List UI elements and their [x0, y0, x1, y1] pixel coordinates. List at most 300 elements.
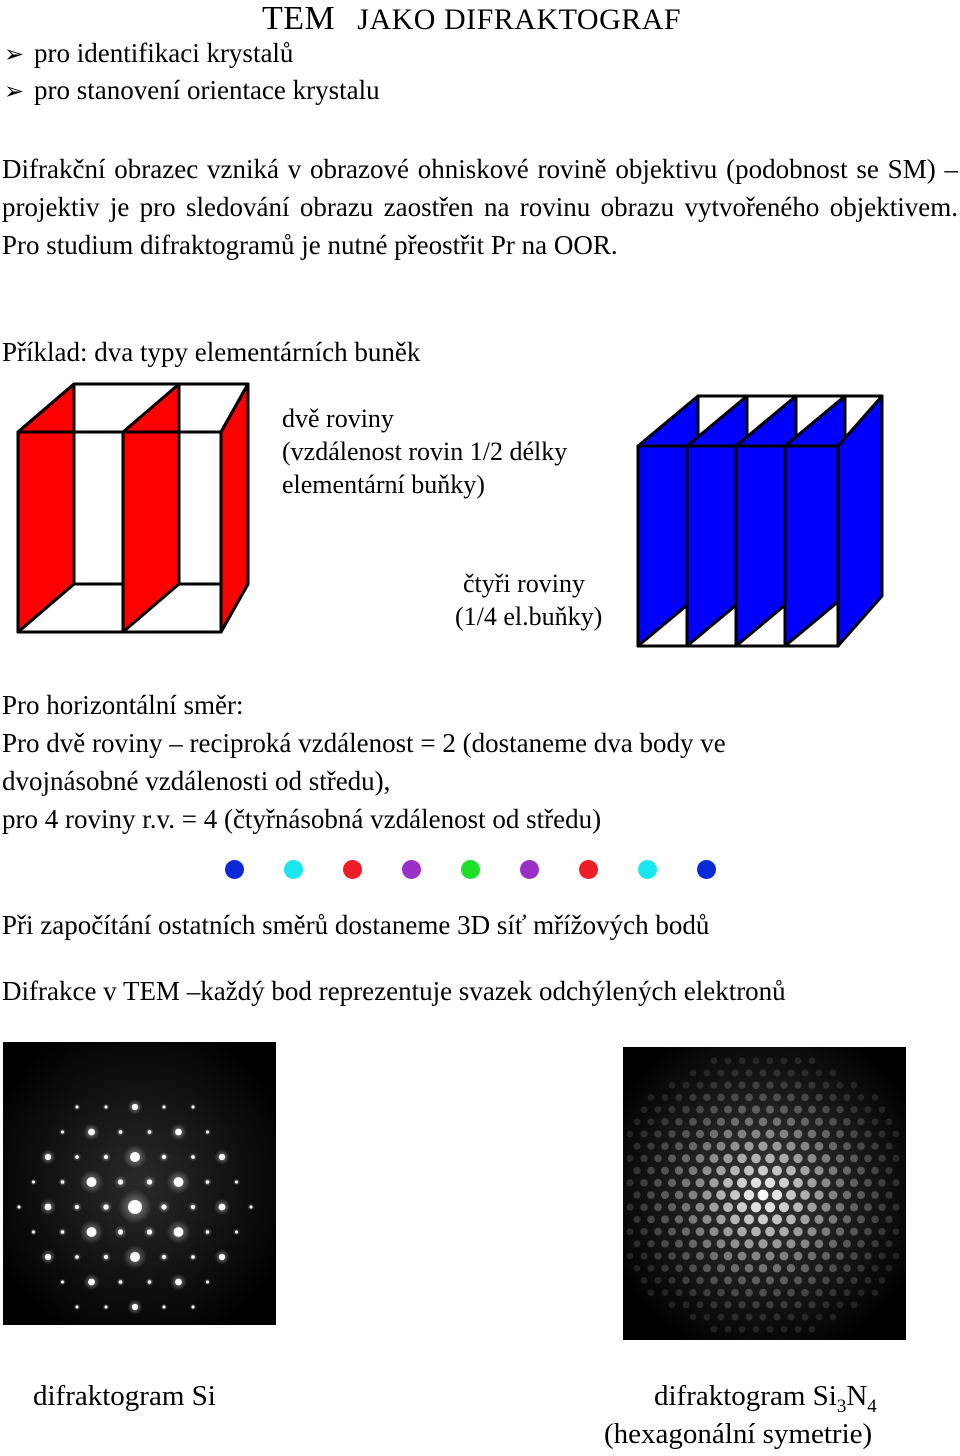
diffraction-spot: [192, 1306, 195, 1309]
diffraction-spot: [829, 1289, 836, 1296]
diffraction-spot: [758, 1239, 767, 1248]
diffraction-spot: [724, 1252, 733, 1261]
diffraction-spot: [654, 1252, 661, 1259]
diffraction-spot: [76, 1106, 79, 1109]
diffraction-spot: [857, 1167, 865, 1175]
diffraction-spot: [793, 1178, 803, 1188]
diffraction-spot: [836, 1277, 843, 1284]
diffraction-spot: [786, 1166, 796, 1176]
diffraction-spot: [858, 1094, 865, 1101]
diffraction-spot: [710, 1082, 717, 1089]
diffraction-spot: [730, 1190, 740, 1200]
diffraction-spot: [816, 1314, 823, 1321]
reciprocal-dot: [638, 860, 657, 879]
diffraction-spot: [61, 1230, 65, 1234]
diffraction-spot: [654, 1155, 662, 1163]
diffraction-spot: [641, 1253, 648, 1260]
diffraction-spot: [709, 1154, 718, 1163]
diffraction-spot: [119, 1130, 123, 1134]
reciprocal-dot: [402, 860, 421, 879]
diffraction-spot: [709, 1227, 718, 1236]
diffraction-spot: [850, 1252, 858, 1260]
diffraction-spot: [647, 1143, 654, 1150]
diffraction-spot: [668, 1203, 676, 1211]
diffraction-spot: [872, 1094, 879, 1101]
si-diffraction-image: [3, 1042, 276, 1325]
diffraction-spot: [766, 1081, 773, 1088]
diffraction-spot: [836, 1252, 844, 1260]
diffraction-spot: [851, 1301, 858, 1308]
blue-unit-cell-figure: [634, 392, 888, 650]
diffraction-spot: [647, 1240, 654, 1247]
diffraction-spot: [779, 1178, 789, 1188]
diffraction-spot: [745, 1069, 752, 1076]
diffraction-spot: [795, 1326, 802, 1333]
diffraction-spot: [191, 1155, 195, 1159]
diffraction-spot: [45, 1154, 51, 1160]
diffraction-spot: [801, 1094, 809, 1102]
diffraction-spot: [800, 1190, 810, 1200]
diffraction-spot: [807, 1227, 816, 1236]
diffraction-spot: [822, 1106, 830, 1114]
diffraction-spot: [696, 1154, 705, 1163]
diffraction-spot: [675, 1142, 683, 1150]
diffraction-spot: [744, 1214, 754, 1224]
diffraction-spot: [675, 1191, 683, 1199]
diffraction-spot: [717, 1094, 725, 1102]
diffraction-spot: [794, 1276, 802, 1284]
diffraction-spot: [857, 1240, 865, 1248]
diffraction-spot: [864, 1130, 871, 1137]
diffraction-spot: [739, 1057, 746, 1064]
diffraction-spot: [661, 1215, 669, 1223]
reciprocal-dot: [343, 860, 362, 879]
diffraction-spot: [829, 1240, 837, 1248]
diffraction-spot: [815, 1239, 824, 1248]
diffraction-spot: [697, 1082, 704, 1089]
diffraction-spot: [648, 1289, 655, 1296]
diffraction-spot: [648, 1265, 655, 1272]
diffraction-spot: [808, 1082, 815, 1089]
diffraction-spot: [745, 1264, 754, 1273]
diffraction-spot: [879, 1106, 886, 1113]
diffraction-spot: [752, 1252, 761, 1261]
diffraction-spot: [773, 1313, 780, 1320]
diffraction-spot: [850, 1228, 858, 1236]
diffraction-spot: [836, 1106, 843, 1113]
diffraction-spot: [717, 1264, 725, 1272]
diffraction-spot: [744, 1142, 753, 1151]
diffraction-spot: [744, 1166, 754, 1176]
diffraction-spot: [668, 1252, 676, 1260]
diffraction-spot: [837, 1082, 844, 1089]
diffraction-spot: [872, 1118, 879, 1125]
diffraction-spot: [640, 1155, 647, 1162]
diffraction-spot: [661, 1167, 669, 1175]
diffraction-spot: [731, 1289, 739, 1297]
diffraction-spot: [723, 1154, 732, 1163]
example-heading: Příklad: dva typy elementárních buněk: [2, 337, 421, 367]
diffraction-spot: [844, 1094, 851, 1101]
diffraction-spot: [871, 1240, 878, 1247]
diffraction-spot: [18, 1206, 21, 1209]
diffraction-spot: [235, 1181, 238, 1184]
diffraction-spot: [132, 1104, 138, 1110]
diffraction-spot: [850, 1277, 857, 1284]
diffraction-spot: [662, 1094, 669, 1101]
diffraction-spot: [696, 1106, 704, 1114]
si3n4-diffraction-image: [623, 1047, 906, 1340]
diffraction-spot: [772, 1190, 782, 1200]
diffraction-spot: [626, 1179, 633, 1186]
diffraction-spot: [738, 1082, 745, 1089]
diffraction-spot: [682, 1106, 689, 1113]
diffraction-spot: [732, 1070, 739, 1077]
caption-si3n4: difraktogram $Si_3N_4$: [654, 1380, 877, 1417]
diffraction-spot: [772, 1166, 782, 1176]
diffraction-spot: [821, 1178, 830, 1187]
diffraction-spot: [780, 1130, 789, 1139]
diffraction-spot: [730, 1142, 739, 1151]
diffraction-spot: [857, 1215, 865, 1223]
diffraction-spot: [689, 1215, 698, 1224]
diffraction-spot: [830, 1070, 837, 1077]
diffraction-spot: [815, 1142, 824, 1151]
diffraction-spot: [759, 1094, 767, 1102]
diffraction-spot: [752, 1276, 760, 1284]
title-tem: TEM: [262, 0, 336, 37]
diffraction-spot: [779, 1154, 789, 1164]
diffraction-spot: [801, 1289, 809, 1297]
diffraction-spot: [759, 1118, 768, 1127]
diffraction-spot: [702, 1190, 711, 1199]
diffraction-spot: [730, 1215, 740, 1225]
diffraction-spot: [872, 1289, 879, 1296]
diffraction-spot: [780, 1082, 787, 1089]
diffraction-spot: [683, 1082, 690, 1089]
diffraction-spot: [219, 1154, 225, 1160]
diffraction-spot: [850, 1203, 858, 1211]
diffraction-spot: [793, 1202, 803, 1212]
diffraction-spot: [765, 1154, 775, 1164]
diffraction-spot: [633, 1216, 640, 1223]
diffraction-spot: [872, 1265, 879, 1272]
diffraction-spot: [648, 1094, 655, 1101]
red-plane-left: [18, 384, 74, 632]
diffraction-spot: [654, 1179, 662, 1187]
diffraction-spot: [702, 1166, 711, 1175]
diffraction-spot: [794, 1082, 801, 1089]
diffraction-spot: [661, 1240, 669, 1248]
diffraction-spot: [162, 1155, 166, 1159]
diffraction-spot: [731, 1118, 739, 1126]
diffraction-spot: [675, 1264, 683, 1272]
diffraction-spot: [717, 1289, 725, 1297]
diffraction-spot: [206, 1281, 209, 1284]
diffraction-spot: [697, 1301, 704, 1308]
diffraction-spot: [780, 1106, 788, 1114]
diffraction-spot: [634, 1143, 641, 1150]
diffraction-spot: [886, 1118, 893, 1125]
diffraction-spot: [675, 1215, 683, 1223]
diffraction-spot: [794, 1301, 801, 1308]
diffraction-spot: [745, 1313, 752, 1320]
diffraction-spot: [808, 1276, 816, 1284]
diffraction-spot: [634, 1265, 641, 1272]
diffraction-spot: [61, 1281, 64, 1284]
diffraction-spot: [103, 1204, 108, 1209]
diffraction-spot: [814, 1215, 823, 1224]
diffraction-spot: [626, 1204, 633, 1211]
diffraction-spot: [75, 1255, 79, 1259]
page-title: [262, 0, 681, 38]
diffraction-spot: [654, 1130, 661, 1137]
diffraction-spot: [779, 1227, 789, 1237]
diffraction-spot: [717, 1118, 725, 1126]
diffraction-spot: [641, 1106, 648, 1113]
diffraction-spot: [801, 1264, 809, 1272]
diffraction-spot: [192, 1106, 195, 1109]
diffraction-spot: [716, 1190, 726, 1200]
diffraction-spot: [753, 1057, 760, 1064]
bullet-item: [4, 38, 293, 69]
diffraction-spot: [634, 1118, 641, 1125]
diffraction-spot: [716, 1166, 725, 1175]
diffraction-spot: [893, 1253, 900, 1260]
diffraction-spot: [879, 1277, 886, 1284]
diffraction-spot: [788, 1070, 795, 1077]
diffraction-spot: [654, 1203, 662, 1211]
diffraction-spot: [683, 1301, 690, 1308]
diffraction-spot: [730, 1239, 739, 1248]
diffraction-spot: [786, 1239, 795, 1248]
diffraction-spot: [675, 1166, 683, 1174]
diffraction-spot: [814, 1166, 823, 1175]
diffraction-spot: [878, 1155, 885, 1162]
diffraction-spot: [759, 1313, 766, 1320]
diffraction-spot: [864, 1252, 871, 1259]
diffraction-spot: [682, 1203, 691, 1212]
diffraction-spot: [850, 1154, 858, 1162]
horizontal-line: dvojnásobné vzdálenosti od středu),: [2, 766, 391, 796]
bullet-text: pro identifikaci krystalů: [34, 38, 294, 68]
diffraction-spot: [823, 1301, 830, 1308]
diffraction-spot: [857, 1191, 865, 1199]
diffraction-spot: [871, 1191, 879, 1199]
diffraction-spot: [808, 1130, 816, 1138]
diffraction-spot: [174, 1227, 184, 1237]
diffraction-spot: [800, 1215, 809, 1224]
diffraction-spot: [893, 1131, 900, 1138]
diffraction-spot: [738, 1252, 747, 1261]
diffraction-spot: [765, 1227, 775, 1237]
diffraction-spot: [682, 1154, 690, 1162]
diffraction-spot: [696, 1252, 704, 1260]
diffraction-spot: [175, 1129, 182, 1136]
red-unit-cell-figure: [14, 380, 254, 638]
diffraction-spot: [878, 1203, 885, 1210]
diffraction-spot: [206, 1230, 210, 1234]
diffraction-spot: [689, 1264, 697, 1272]
diffraction-spot: [174, 1177, 184, 1187]
diffraction-spot: [640, 1179, 647, 1186]
diffraction-spot: [676, 1094, 683, 1101]
diffraction-spot: [709, 1178, 718, 1187]
diffraction-spot: [655, 1277, 662, 1284]
diffraction-spot: [765, 1178, 775, 1188]
diffraction-spot: [772, 1142, 781, 1151]
diffraction-spot: [690, 1070, 697, 1077]
diffraction-spot: [627, 1253, 634, 1260]
diffraction-spot: [717, 1142, 726, 1151]
diffraction-spot: [773, 1094, 781, 1102]
diffraction-spot: [822, 1130, 830, 1138]
diffraction-spot: [822, 1252, 830, 1260]
diffraction-spot: [718, 1314, 725, 1321]
diffraction-spot: [772, 1214, 782, 1224]
diffraction-spot: [808, 1106, 816, 1114]
diffraction-spot: [788, 1314, 795, 1321]
diffraction-spot: [695, 1178, 704, 1187]
diffraction-spot: [809, 1326, 816, 1333]
diffraction-spot: [786, 1190, 796, 1200]
diffraction-spot: [802, 1070, 809, 1077]
diffraction-spot: [780, 1252, 789, 1261]
diffraction-spot: [773, 1118, 782, 1127]
reciprocal-dot: [225, 860, 244, 879]
diffraction-spot: [822, 1277, 830, 1285]
diffraction-spot: [661, 1118, 668, 1125]
diffraction-spot: [864, 1203, 872, 1211]
diffraction-spot: [76, 1306, 79, 1309]
diffraction-spot: [703, 1264, 711, 1272]
diffraction-spot: [717, 1239, 726, 1248]
diffraction-spot: [864, 1179, 872, 1187]
diffraction-spot: [147, 1179, 152, 1184]
diffraction-spot: [640, 1203, 647, 1210]
diffraction-spot: [61, 1131, 64, 1134]
diffraction-spot: [830, 1314, 837, 1321]
diffraction-spot: [163, 1106, 166, 1109]
diffraction-spot: [119, 1280, 123, 1284]
diffraction-spot: [793, 1154, 802, 1163]
diffraction-spot: [738, 1130, 747, 1139]
diffraction-spot: [766, 1301, 773, 1308]
diffraction-spot: [647, 1167, 655, 1175]
diffraction-spot: [689, 1142, 697, 1150]
diffraction-spot: [703, 1142, 712, 1151]
diffraction-spot: [696, 1227, 705, 1236]
diffraction-spot: [723, 1178, 733, 1188]
diffraction-spot: [822, 1227, 831, 1236]
diffraction-spot: [843, 1142, 851, 1150]
diffraction-spot: [836, 1203, 845, 1212]
diffraction-spot: [843, 1118, 851, 1126]
diffraction-spot: [668, 1277, 675, 1284]
diffraction-spot: [809, 1057, 816, 1064]
diffraction-spot: [786, 1142, 795, 1151]
diffraction-spot: [885, 1216, 892, 1223]
diffraction-spot: [206, 1180, 210, 1184]
diffraction-spot: [75, 1155, 79, 1159]
diffraction-spot: [766, 1276, 774, 1284]
diffraction-spot: [689, 1094, 696, 1101]
diffraction-spot: [893, 1155, 900, 1162]
diffraction-spot: [739, 1326, 746, 1333]
diffraction-spot: [871, 1143, 878, 1150]
diffraction-spot: [130, 1252, 140, 1262]
diffraction-spot: [668, 1106, 675, 1113]
arrow-bullet-icon: ➢: [4, 79, 25, 105]
diffraction-spot: [689, 1289, 696, 1296]
diffraction-spot: [857, 1265, 864, 1272]
diffraction-spot: [815, 1118, 823, 1126]
diffraction-spot: [633, 1167, 640, 1174]
diffraction-spot: [829, 1191, 838, 1200]
diffraction-spot: [843, 1215, 851, 1223]
reciprocal-dot: [697, 860, 716, 879]
diffraction-spot: [703, 1094, 710, 1101]
diffraction-spot: [807, 1178, 816, 1187]
diffraction-spot: [206, 1131, 209, 1134]
diffraction-spot: [752, 1106, 760, 1114]
diffraction-spot: [724, 1106, 732, 1114]
diffraction-spot: [661, 1142, 669, 1150]
diffraction-spot: [634, 1240, 641, 1247]
diffraction-spot: [32, 1231, 35, 1234]
diffraction-spot: [766, 1252, 775, 1261]
diffraction-spot: [758, 1214, 768, 1224]
diffraction-spot: [633, 1191, 640, 1198]
diffraction-spot: [823, 1082, 830, 1089]
diffraction-spot: [802, 1314, 809, 1321]
diffraction-spot: [886, 1143, 893, 1150]
diffraction-spot: [786, 1215, 796, 1225]
caption-hexagonal: (hexagonální symetrie): [604, 1418, 873, 1450]
diffraction-spot: [104, 1255, 108, 1259]
diffraction-spot: [732, 1314, 739, 1321]
diffraction-spot: [104, 1155, 108, 1159]
diffraction-spot: [675, 1240, 683, 1248]
diffraction-spot: [801, 1118, 809, 1126]
diffraction-spot: [191, 1205, 195, 1209]
diffraction-spot: [695, 1203, 704, 1212]
diffraction-spot: [767, 1057, 774, 1064]
diffraction-spot: [793, 1227, 802, 1236]
diffraction-spot: [794, 1252, 803, 1261]
diffraction-spot: [689, 1118, 697, 1126]
diffraction-spot: [878, 1179, 885, 1186]
diffraction-spot: [661, 1265, 668, 1272]
diffraction-spot: [87, 1227, 97, 1237]
diffraction-spot: [696, 1277, 704, 1285]
diffraction-spot: [737, 1227, 747, 1237]
diffraction-spot: [75, 1205, 79, 1209]
diffraction-spot: [87, 1177, 97, 1187]
diffraction-spot: [627, 1155, 634, 1162]
diffraction-spot: [711, 1057, 718, 1064]
diffraction-spot: [829, 1166, 838, 1175]
diffraction-spot: [787, 1289, 795, 1297]
diffraction-spot: [738, 1276, 746, 1284]
diffraction-spot: [801, 1142, 810, 1151]
diffraction-spot: [724, 1301, 731, 1308]
diffraction-spot: [794, 1130, 803, 1139]
diffraction-spot: [837, 1301, 844, 1308]
diffraction-spot: [836, 1227, 844, 1235]
diffraction-spot: [724, 1082, 731, 1089]
diffraction-spot: [128, 1200, 142, 1214]
